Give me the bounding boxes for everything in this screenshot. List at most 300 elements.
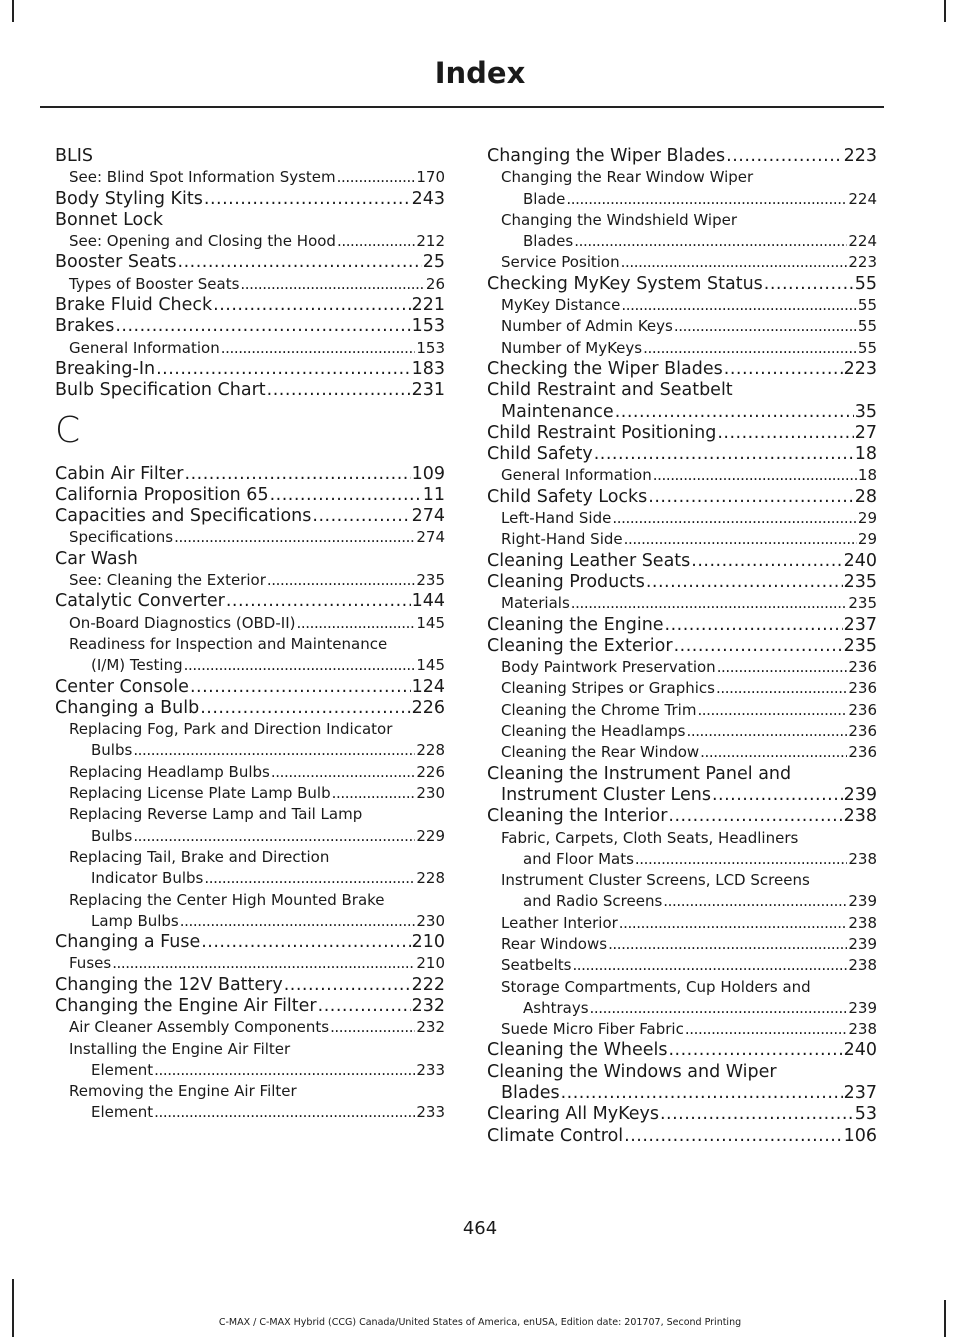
footer-text: C-MAX / C-MAX Hybrid (CCG) Canada/United States of America, enUSA, Edition date: 201707, Second Printing — [218, 1317, 742, 1328]
entry-page: 240 — [843, 1040, 877, 1061]
dot-leader — [624, 529, 857, 550]
entry-text: Cleaning the Interior — [487, 806, 668, 827]
entry-page: 27 — [854, 422, 877, 443]
entry-text: Element — [91, 1060, 154, 1079]
entry-text: Child Restraint Positioning — [487, 422, 717, 443]
entry-page: 28 — [854, 486, 877, 507]
entry-page: 235 — [848, 594, 877, 613]
index-entry — [55, 189, 445, 210]
index-entry — [55, 570, 445, 591]
entry-text: Left-Hand Side — [501, 509, 612, 528]
index-entry — [487, 359, 877, 380]
index-entry — [55, 252, 445, 273]
index-entry — [487, 998, 877, 1019]
index-entry — [487, 465, 877, 486]
entry-page: 238 — [848, 1020, 877, 1039]
header-rule — [40, 106, 884, 108]
index-entry — [55, 932, 445, 953]
index-entry — [487, 657, 877, 678]
dot-leader — [663, 891, 847, 912]
index-heading: Cleaning the Instrument Panel and — [487, 763, 792, 784]
dot-leader — [612, 508, 857, 529]
entry-text: Cleaning the Engine — [487, 614, 664, 635]
entry-text: and Floor Mats — [523, 849, 634, 868]
dot-leader — [180, 911, 416, 932]
index-entry — [55, 698, 445, 719]
index-entry — [55, 591, 445, 612]
dot-leader — [185, 464, 411, 485]
index-heading: Cleaning the Windows and Wiper — [487, 1061, 777, 1082]
entry-text: Air Cleaner Assembly Components — [69, 1018, 330, 1037]
dot-leader — [221, 338, 416, 359]
entry-page: 228 — [416, 869, 445, 888]
index-entry — [487, 678, 877, 699]
index-entry — [487, 338, 877, 359]
entry-text: California Proposition 65 — [55, 484, 269, 505]
dot-leader — [716, 678, 847, 699]
index-subheading: Replacing Reverse Lamp and Tail Lamp — [69, 805, 363, 824]
entry-text: Cleaning Leather Seats — [487, 550, 691, 571]
index-entry — [55, 1102, 445, 1123]
dot-leader — [154, 1102, 415, 1123]
entry-page: 237 — [843, 1083, 877, 1104]
entry-page: 228 — [416, 741, 445, 760]
index-entry — [55, 485, 445, 506]
entry-text: Bulbs — [91, 826, 133, 845]
dot-leader — [635, 849, 847, 870]
entry-text: On-Board Diagnostics (OBD-II) — [69, 613, 296, 632]
entry-page: 236 — [848, 722, 877, 741]
index-column-left — [55, 146, 445, 1124]
entry-text: Instrument Cluster Lens — [501, 784, 711, 805]
index-heading: Car Wash — [55, 548, 138, 569]
index-entry — [487, 593, 877, 614]
index-entry — [487, 785, 877, 806]
dot-leader — [590, 998, 848, 1019]
index-entry — [487, 316, 877, 337]
dot-leader — [178, 252, 422, 273]
entry-text: Climate Control — [487, 1125, 624, 1146]
dot-leader — [653, 465, 857, 486]
index-entry — [487, 146, 877, 167]
entry-text: Changing the Wiper Blades — [487, 146, 726, 166]
dot-leader — [717, 657, 848, 678]
entry-page: 18 — [854, 444, 877, 465]
entry-page: 232 — [411, 995, 445, 1016]
entry-text: Brakes — [55, 316, 115, 337]
dot-leader — [571, 593, 848, 614]
entry-text: Brake Fluid Check — [55, 295, 213, 316]
index-entry — [55, 316, 445, 337]
dot-leader — [717, 423, 853, 444]
index-entry — [487, 849, 877, 870]
entry-text: Booster Seats — [55, 252, 177, 273]
dot-leader — [660, 1104, 854, 1125]
entry-text: Catalytic Converter — [55, 591, 225, 612]
entry-page: 238 — [843, 806, 877, 827]
entry-page: 222 — [411, 974, 445, 995]
index-subheading: Fabric, Carpets, Cloth Seats, Headliners — [501, 828, 799, 847]
entry-text: Bulbs — [91, 741, 133, 760]
index-subheading: Removing the Engine Air Filter — [69, 1082, 297, 1101]
entry-text: Changing the Engine Air Filter — [55, 995, 317, 1016]
index-heading: Child Restraint and Seatbelt — [487, 380, 733, 401]
entry-text: Changing the 12V Battery — [55, 974, 283, 995]
dot-leader — [240, 274, 425, 295]
entry-text: General Information — [69, 338, 220, 357]
entry-page: 235 — [843, 571, 877, 592]
index-entry — [55, 231, 445, 252]
index-entry — [487, 615, 877, 636]
dot-leader — [133, 826, 415, 847]
index-entry — [55, 359, 445, 380]
dot-leader — [156, 359, 411, 380]
index-subheading: Readiness for Inspection and Maintenance — [69, 634, 388, 653]
index-entry — [55, 740, 445, 761]
entry-text: Cleaning the Rear Window — [501, 743, 700, 762]
entry-page: 210 — [411, 932, 445, 953]
index-entry — [487, 955, 877, 976]
entry-page: 238 — [848, 913, 877, 932]
entry-text: Element — [91, 1103, 154, 1122]
entry-page: 239 — [848, 934, 877, 953]
entry-page: 239 — [848, 892, 877, 911]
entry-text: Clearing All MyKeys — [487, 1104, 659, 1125]
index-entry — [55, 1060, 445, 1081]
entry-page: 153 — [411, 316, 445, 337]
index-entry — [55, 762, 445, 783]
entry-text: Blades — [501, 1083, 560, 1104]
entry-page: 153 — [416, 338, 445, 357]
entry-text: Body Paintwork Preservation — [501, 658, 716, 677]
entry-page: 55 — [857, 338, 877, 357]
index-entry — [55, 380, 445, 401]
page-number: 464 — [462, 1218, 498, 1239]
entry-page: 243 — [411, 188, 445, 209]
entry-text: (I/M) Testing — [91, 656, 183, 675]
entry-page: 239 — [848, 998, 877, 1017]
entry-page: 55 — [857, 317, 877, 336]
entry-page: 25 — [422, 252, 445, 273]
dot-leader — [643, 338, 857, 359]
index-column-right — [487, 146, 877, 1147]
entry-text: Right-Hand Side — [501, 530, 623, 549]
entry-page: 55 — [857, 296, 877, 315]
entry-page: 236 — [848, 658, 877, 677]
index-entry — [55, 783, 445, 804]
dot-leader — [200, 698, 410, 719]
entry-page: 230 — [416, 911, 445, 930]
dot-leader — [764, 274, 854, 295]
index-heading: BLIS — [55, 146, 94, 166]
index-entry — [55, 655, 445, 676]
dot-leader — [154, 1060, 415, 1081]
dot-leader — [624, 1126, 842, 1147]
entry-text: Types of Booster Seats — [69, 274, 240, 293]
dot-leader — [685, 1019, 848, 1040]
entry-page: 221 — [411, 295, 445, 316]
crop-mark — [944, 0, 946, 22]
dot-leader — [337, 231, 415, 252]
entry-page: 236 — [848, 679, 877, 698]
entry-page: 29 — [857, 530, 877, 549]
index-subheading: Storage Compartments, Cup Holders and — [501, 977, 811, 996]
dot-leader — [267, 570, 415, 591]
index-entry — [487, 423, 877, 444]
entry-page: 11 — [422, 484, 445, 505]
dot-leader — [226, 591, 411, 612]
entry-page: 236 — [848, 700, 877, 719]
dot-leader — [646, 572, 843, 593]
entry-text: MyKey Distance — [501, 296, 621, 315]
entry-page: 232 — [416, 1018, 445, 1037]
entry-page: 240 — [843, 550, 877, 571]
dot-leader — [668, 1040, 842, 1061]
entry-text: Checking the Wiper Blades — [487, 358, 723, 379]
entry-page: 274 — [416, 528, 445, 547]
index-entry — [487, 806, 877, 827]
section-letter: C — [55, 409, 81, 451]
entry-text: Fuses — [69, 954, 112, 973]
entry-text: Child Safety — [487, 444, 593, 465]
index-entry — [55, 613, 445, 634]
entry-page: 35 — [854, 401, 877, 422]
entry-page: 144 — [411, 591, 445, 612]
index-entry — [55, 506, 445, 527]
dot-leader — [615, 402, 854, 423]
entry-page: 231 — [411, 380, 445, 401]
index-entry — [55, 677, 445, 698]
index-entry — [487, 891, 877, 912]
entry-page: 53 — [854, 1104, 877, 1125]
index-subheading: Instrument Cluster Screens, LCD Screens — [501, 871, 810, 890]
entry-text: Indicator Bulbs — [91, 869, 204, 888]
entry-page: 226 — [416, 762, 445, 781]
index-entry — [55, 1017, 445, 1038]
dot-leader — [697, 700, 847, 721]
entry-page: 226 — [411, 697, 445, 718]
index-subheading: Replacing the Center High Mounted Brake — [69, 890, 385, 909]
index-entry — [55, 295, 445, 316]
dot-leader — [267, 380, 411, 401]
entry-text: Blade — [523, 189, 566, 208]
index-entry — [487, 1083, 877, 1104]
dot-leader — [648, 487, 853, 508]
entry-text: Cleaning the Chrome Trim — [501, 700, 697, 719]
index-subheading: Replacing Fog, Park and Direction Indicator — [69, 720, 393, 739]
entry-text: Cleaning Products — [487, 571, 645, 592]
entry-text: Checking MyKey System Status — [487, 273, 763, 294]
entry-text: Changing a Fuse — [55, 932, 201, 953]
entry-text: Center Console — [55, 676, 189, 697]
index-subheading: Changing the Rear Window Wiper — [501, 168, 754, 187]
dot-leader — [674, 636, 843, 657]
index-entry — [55, 996, 445, 1017]
dot-leader — [133, 740, 415, 761]
index-entry — [55, 826, 445, 847]
entry-text: See: Cleaning the Exterior — [69, 571, 266, 590]
index-entry — [487, 742, 877, 763]
dot-leader — [318, 996, 411, 1017]
entry-text: Cleaning the Headlamps — [501, 722, 686, 741]
dot-leader — [619, 913, 848, 934]
index-entry — [487, 189, 877, 210]
crop-mark — [12, 1279, 14, 1337]
index-entry — [487, 636, 877, 657]
entry-page: 230 — [416, 784, 445, 803]
entry-page: 223 — [843, 146, 877, 166]
entry-text: Cleaning Stripes or Graphics — [501, 679, 715, 698]
entry-page: 212 — [416, 232, 445, 251]
entry-text: Seatbelts — [501, 956, 572, 975]
dot-leader — [712, 785, 843, 806]
index-entry — [487, 934, 877, 955]
entry-text: Bulb Specification Chart — [55, 380, 266, 401]
entry-text: Breaking-In — [55, 358, 156, 379]
dot-leader — [204, 868, 415, 889]
index-entry — [487, 508, 877, 529]
index-entry — [487, 252, 877, 273]
dot-leader — [201, 932, 410, 953]
dot-leader — [668, 806, 842, 827]
entry-page: 233 — [416, 1103, 445, 1122]
dot-leader — [112, 953, 415, 974]
entry-page: 183 — [411, 358, 445, 379]
entry-page: 106 — [843, 1125, 877, 1146]
index-entry — [55, 338, 445, 359]
entry-text: Rear Windows — [501, 934, 608, 953]
entry-text: Replacing License Plate Lamp Bulb — [69, 784, 331, 803]
index-entry — [55, 953, 445, 974]
dot-leader — [184, 655, 416, 676]
index-entry — [55, 274, 445, 295]
entry-text: Replacing Headlamp Bulbs — [69, 762, 270, 781]
dot-leader — [608, 934, 847, 955]
crop-mark — [12, 0, 14, 22]
entry-page: 223 — [843, 358, 877, 379]
dot-leader — [686, 721, 847, 742]
entry-text: See: Opening and Closing the Hood — [69, 232, 336, 251]
entry-text: Specifications — [69, 528, 174, 547]
dot-leader — [621, 295, 857, 316]
index-entry — [487, 402, 877, 423]
index-entry — [487, 721, 877, 742]
entry-text: and Radio Screens — [523, 892, 663, 911]
dot-leader — [572, 955, 847, 976]
entry-text: Changing a Bulb — [55, 697, 200, 718]
entry-page: 224 — [848, 232, 877, 251]
index-entry — [487, 529, 877, 550]
entry-text: Blades — [523, 232, 574, 251]
dot-leader — [284, 975, 411, 996]
index-entry — [487, 1040, 877, 1061]
entry-page: 238 — [848, 849, 877, 868]
dot-leader — [726, 146, 842, 167]
dot-leader — [190, 677, 411, 698]
index-entry — [487, 1104, 877, 1125]
index-subheading: Replacing Tail, Brake and Direction — [69, 847, 330, 866]
index-entry — [487, 551, 877, 572]
entry-page: 210 — [416, 954, 445, 973]
index-subheading: Installing the Engine Air Filter — [69, 1039, 291, 1058]
entry-page: 18 — [857, 466, 877, 485]
entry-text: Cleaning the Wheels — [487, 1040, 668, 1061]
entry-page: 145 — [416, 613, 445, 632]
entry-text: Materials — [501, 594, 570, 613]
dot-leader — [204, 189, 411, 210]
entry-page: 235 — [843, 635, 877, 656]
entry-text: Suede Micro Fiber Fabric — [501, 1020, 684, 1039]
index-entry — [487, 1126, 877, 1147]
entry-page: 55 — [854, 273, 877, 294]
entry-text: Cabin Air Filter — [55, 463, 184, 484]
dot-leader — [312, 506, 410, 527]
dot-leader — [665, 615, 843, 636]
entry-text: Ashtrays — [523, 998, 589, 1017]
dot-leader — [174, 527, 415, 548]
entry-text: Body Styling Kits — [55, 188, 203, 209]
entry-text: General Information — [501, 466, 652, 485]
entry-text: Cleaning the Exterior — [487, 635, 673, 656]
entry-page: 26 — [425, 274, 445, 293]
index-entry — [487, 572, 877, 593]
index-entry — [55, 167, 445, 188]
entry-page: 109 — [411, 463, 445, 484]
entry-page: 238 — [848, 956, 877, 975]
dot-leader — [700, 742, 847, 763]
entry-page: 29 — [857, 509, 877, 528]
dot-leader — [724, 359, 843, 380]
index-entry — [487, 444, 877, 465]
dot-leader — [115, 316, 410, 337]
index-entry — [55, 975, 445, 996]
entry-page: 145 — [416, 656, 445, 675]
entry-text: See: Blind Spot Information System — [69, 168, 336, 187]
entry-text: Maintenance — [501, 401, 614, 422]
index-entry — [487, 1019, 877, 1040]
entry-page: 229 — [416, 826, 445, 845]
index-entry — [55, 911, 445, 932]
index-subheading: Changing the Windshield Wiper — [501, 210, 738, 229]
dot-leader — [574, 231, 847, 252]
entry-page: 235 — [416, 571, 445, 590]
entry-page: 233 — [416, 1060, 445, 1079]
entry-text: Number of MyKeys — [501, 338, 643, 357]
entry-text: Child Safety Locks — [487, 486, 648, 507]
index-entry — [487, 700, 877, 721]
entry-text: Lamp Bulbs — [91, 911, 179, 930]
entry-text: Capacities and Specifications — [55, 506, 312, 527]
entry-page: 236 — [848, 743, 877, 762]
index-entry — [487, 295, 877, 316]
index-entry — [55, 464, 445, 485]
dot-leader — [594, 444, 854, 465]
dot-leader — [691, 551, 842, 572]
dot-leader — [337, 167, 416, 188]
index-entry — [487, 231, 877, 252]
dot-leader — [621, 252, 848, 273]
entry-page: 224 — [848, 189, 877, 208]
entry-text: Leather Interior — [501, 913, 618, 932]
index-entry — [55, 527, 445, 548]
entry-text: Number of Admin Keys — [501, 317, 673, 336]
entry-page: 223 — [848, 253, 877, 272]
entry-text: Service Position — [501, 253, 620, 272]
dot-leader — [213, 295, 410, 316]
index-entry — [487, 913, 877, 934]
index-entry — [487, 274, 877, 295]
dot-leader — [296, 613, 415, 634]
